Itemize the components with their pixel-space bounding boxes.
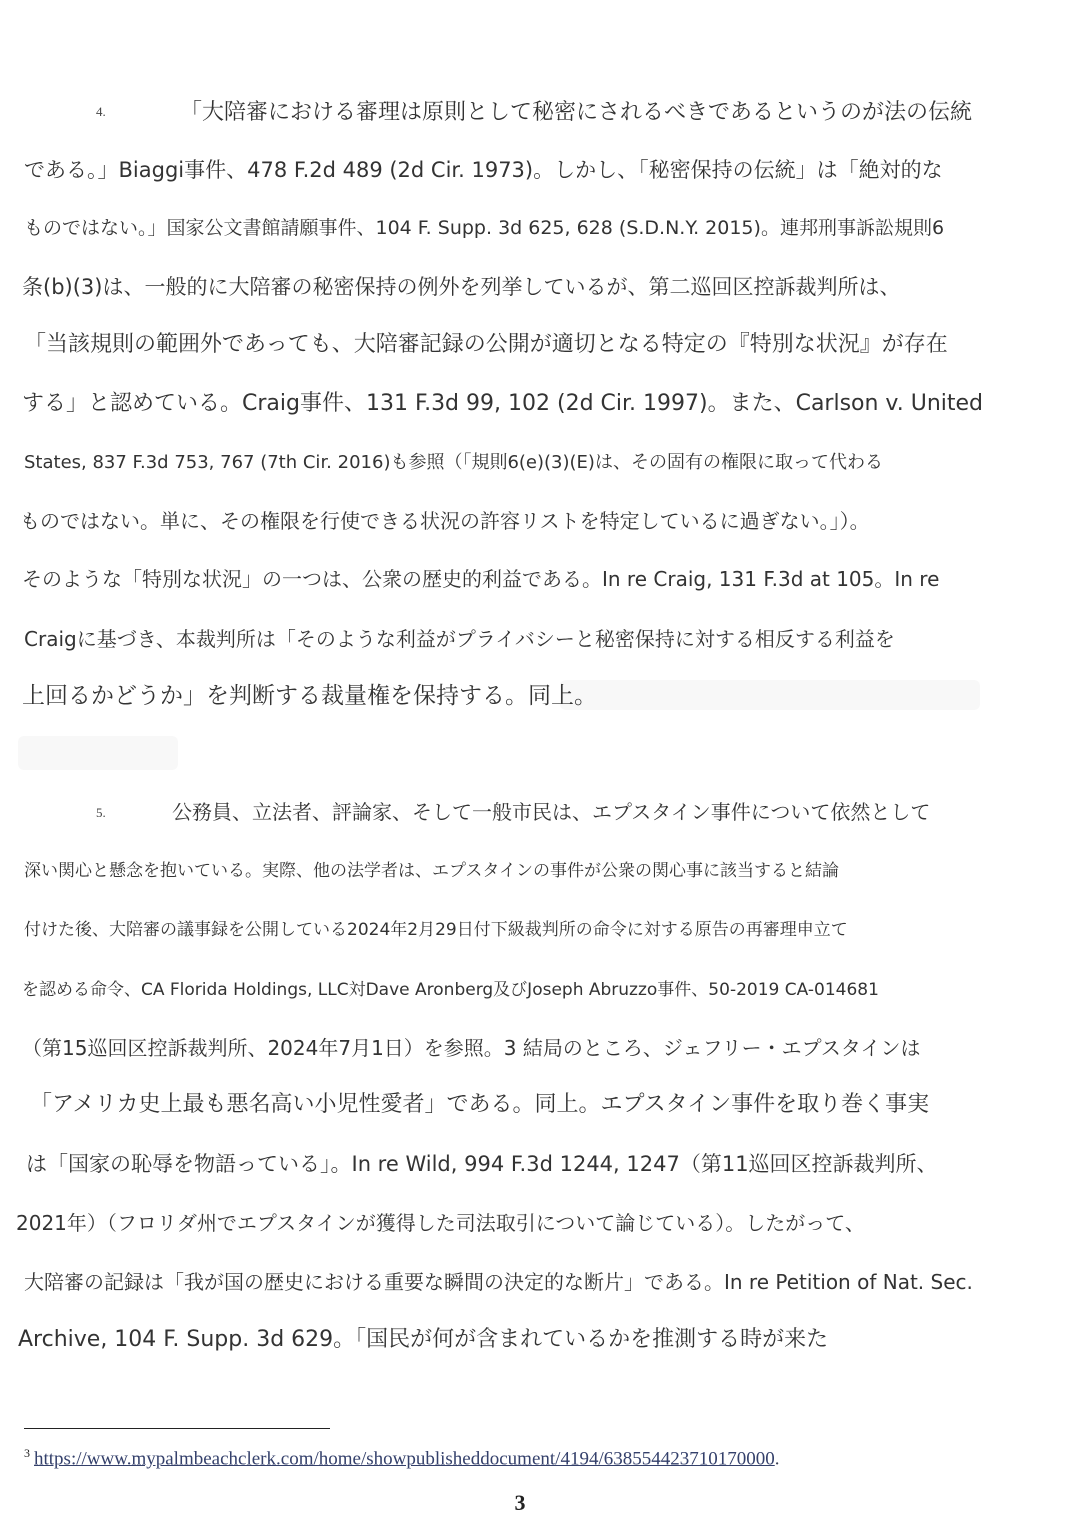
text-line: States, 837 F.3d 753, 767 (7th Cir. 2016)も参照（「規則6(e)(3)(E)は、その固有の権限に取って代わる bbox=[24, 452, 883, 473]
text-line: 2021年）（フロリダ州でエプスタインが獲得した司法取引について論じている）。したがって、 bbox=[16, 1211, 865, 1235]
footnote-divider bbox=[24, 1428, 330, 1429]
text-line: 上回るかどうか」を判断する裁量権を保持する。同上。 bbox=[22, 683, 597, 709]
footnote-trailing: . bbox=[774, 1448, 780, 1470]
text-line: 「アメリカ史上最も悪名高い小児性愛者」である。同上。エプスタイン事件を取り巻く事実 bbox=[30, 1092, 930, 1117]
scan-smudge bbox=[18, 736, 178, 770]
text-line: そのような「特別な状況」の一つは、公衆の歴史的利益である。In re Craig, 131 F.3d at 105。In re bbox=[22, 567, 940, 591]
paragraph-number: 4. bbox=[96, 104, 106, 119]
text-line: である。」Biaggi事件、478 F.2d 489 (2d Cir. 1973)。しかし、「秘密保持の伝統」は「絶対的な bbox=[24, 158, 943, 182]
text-line: 公務員、立法者、評論家、そして一般市民は、エプスタイン事件について依然として bbox=[172, 800, 931, 824]
page-number: 3 bbox=[514, 1490, 526, 1515]
text-line: Archive, 104 F. Supp. 3d 629。「国民が何が含まれているかを推測する時が来た bbox=[18, 1327, 829, 1352]
text-line: 大陪審の記録は「我が国の歴史における重要な瞬間の決定的な断片」である。In re Petition of Nat. Sec. bbox=[24, 1270, 973, 1294]
text-line: 「当該規則の範囲外であっても、大陪審記録の公開が適切となる特定の『特別な状況』が存在 bbox=[24, 332, 948, 357]
text-line: 深い関心と懸念を抱いている。実際、他の法学者は、エプスタインの事件が公衆の関心事に該当すると結論 bbox=[24, 861, 839, 881]
text-line: Craigに基づき、本裁判所は「そのような利益がプライバシーと秘密保持に対する相反する利益を bbox=[24, 627, 895, 651]
text-line: を認める命令、CA Florida Holdings, LLC対Dave Aronberg及びJoseph Abruzzo事件、50-2019 CA-014681 bbox=[22, 980, 879, 1000]
text-line: 「大陪審における審理は原則として秘密にされるべきであるというのが法の伝統 bbox=[180, 100, 973, 125]
footnote-marker: 3 bbox=[24, 1446, 30, 1460]
text-line: ものではない。単に、その権限を行使できる状況の許容リストを特定しているに過ぎない。」）。 bbox=[20, 509, 870, 533]
scan-smudge bbox=[560, 680, 980, 710]
footnote bbox=[24, 1446, 779, 1470]
text-line: は「国家の恥辱を物語っている」。In re Wild, 994 F.3d 1244, 1247（第11巡回区控訴裁判所、 bbox=[26, 1152, 938, 1176]
footnote-link[interactable]: https://www.mypalmbeachclerk.com/home/showpublisheddocument/4194/638554423710170000 bbox=[34, 1448, 775, 1470]
text-line: する」と認めている。Craig事件、131 F.3d 99, 102 (2d Cir. 1997)。また、Carlson v. United bbox=[22, 391, 984, 416]
text-line: 条(b)(3)は、一般的に大陪審の秘密保持の例外を列挙しているが、第二巡回区控訴裁判所は、 bbox=[22, 275, 901, 299]
text-line: （第15巡回区控訴裁判所、2024年7月1日）を参照。3 結局のところ、ジェフリー・エプスタインは bbox=[22, 1036, 921, 1060]
text-line: 付けた後、大陪審の議事録を公開している2024年2月29日付下級裁判所の命令に対する原告の再審理申立て bbox=[24, 920, 848, 940]
paragraph-number: 5. bbox=[96, 805, 106, 820]
text-line: ものではない。」国家公文書館請願事件、104 F. Supp. 3d 625, 628 (S.D.N.Y. 2015)。連邦刑事訴訟規則6 bbox=[24, 217, 945, 239]
